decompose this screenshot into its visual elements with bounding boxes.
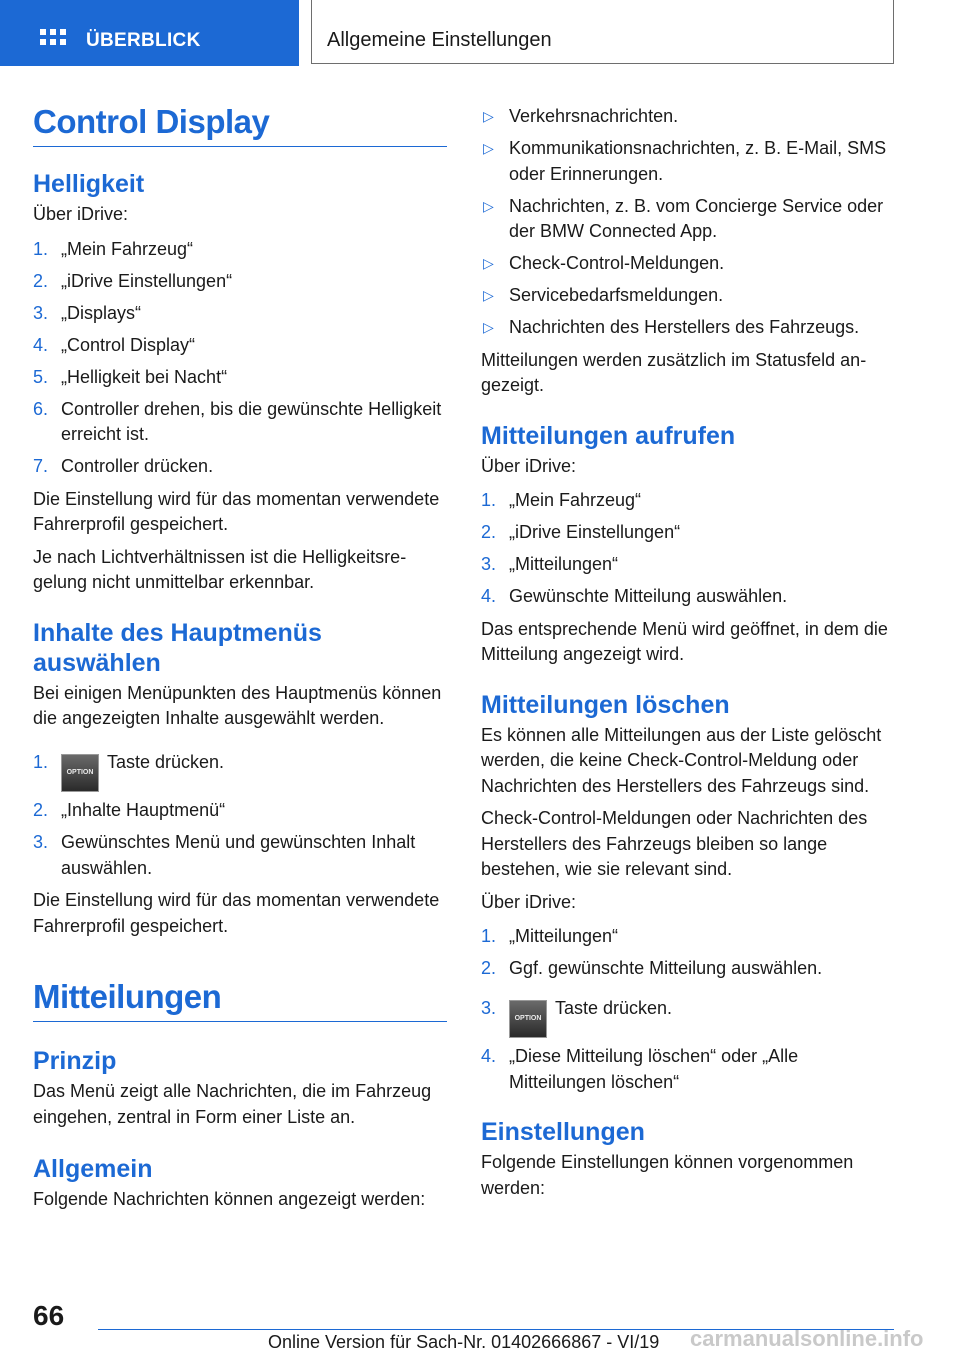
step-number: 4.: [481, 1046, 497, 1066]
list-item: [33, 750, 447, 792]
heading-mitteilungen-loeschen: Mitteilungen löschen: [481, 690, 730, 719]
inhalte-steps: [33, 750, 447, 882]
step-number: 2.: [33, 270, 49, 291]
paragraph-statusfeld: Mitteilungen werden zusätzlich im Statusfeld angezeigt.: [481, 349, 867, 395]
step-number: 4.: [481, 586, 497, 606]
paragraph-check-control: Check-Control-Meldungen oder Nachrichten des Herstellers des Fahrzeugs bleiben so lange bestehen, wie sie relevant sind.: [481, 808, 868, 879]
step-number: 6.: [33, 398, 49, 419]
helligkeit-steps: [33, 237, 447, 480]
list-item: [481, 315, 895, 341]
nachrichten-list: [481, 104, 895, 341]
step-number: 2.: [33, 800, 49, 820]
bullet-text: Nachrichten des Herstellers des Fahrzeugs.: [509, 317, 860, 337]
list-item: [481, 251, 895, 277]
paragraph-menue: Das entsprechende Menü wird geöffnet, in dem die Mitteilung angezeigt wird.: [481, 618, 888, 664]
heading-mitteilungen-aufrufen: Mitteilungen aufrufen: [481, 421, 736, 450]
bullet-text: Nachrichten, z. B. vom Concierge Service oder der BMW Connected App.: [509, 195, 884, 241]
triangle-bullet-icon: ▷: [483, 197, 494, 214]
paragraph-ueber-idrive: Über iDrive:: [481, 455, 577, 476]
step-text: „Mitteilungen“: [509, 926, 619, 946]
step-text: „iDrive Einstellungen“: [509, 522, 681, 542]
list-item: [481, 584, 895, 610]
step-text: „Inhalte Hauptmenü“: [61, 800, 226, 820]
bullet-text: Check-Control-Meldungen.: [509, 253, 725, 273]
paragraph-loeschen: Es können alle Mitteilungen aus der Liste gelöscht werden, die keine Check-Control-Meldung oder Nachrichten des Herstellers des Fahrzeugs sind.: [481, 724, 882, 796]
list-item: [481, 520, 895, 546]
step-text: „Mein Fahrzeug“: [509, 490, 642, 510]
overview-tab[interactable]: [0, 0, 299, 66]
list-item: [481, 552, 895, 578]
paragraph-allgemein: Folgende Nachrichten können angezeigt werden:: [33, 1189, 426, 1209]
step-number: 4.: [33, 334, 49, 355]
page-header: [0, 0, 960, 66]
paragraph-prinzip: Das Menü zeigt alle Nachrichten, die im Fahrzeug eingehen, zentral in Form einer Liste an.: [33, 1081, 432, 1127]
triangle-bullet-icon: ▷: [483, 108, 494, 124]
paragraph-einstellung: Die Einstellung wird für das momentan verwendete Fahrerprofil gespeichert.: [33, 890, 440, 936]
page-number: 66: [33, 1300, 65, 1331]
paragraph-lichtverhaeltnisse: Je nach Lichtverhältnissen ist die Helligkeitsregelung nicht unmittelbar erkennbar.: [33, 546, 407, 592]
step-number: 1.: [481, 490, 497, 510]
bullet-text: Verkehrsnachrichten.: [509, 106, 679, 126]
paragraph-einstellungen: Folgende Einstellungen können vorgenommen werden:: [481, 1152, 854, 1198]
list-item: [33, 454, 447, 480]
grid-icon: [40, 29, 66, 55]
step-text: Gewünschtes Menü und gewünschten Inhalt auswählen.: [61, 832, 416, 878]
step-number: 3.: [33, 302, 49, 323]
step-text: Controller drehen, bis die gewünschte Helligkeit erreicht ist.: [61, 398, 442, 444]
list-item: [481, 194, 895, 245]
loeschen-steps: [481, 924, 895, 1095]
list-item: [33, 365, 447, 391]
list-item: [481, 104, 895, 130]
step-text: „Control Display“: [61, 334, 196, 355]
list-item: [481, 1044, 895, 1095]
aufrufen-steps: [481, 488, 895, 610]
list-item: [481, 488, 895, 514]
step-text: Taste drücken.: [555, 997, 673, 1018]
heading-inhalte-hauptmenue: Inhalte des Hauptmenüs auswählen: [33, 618, 322, 677]
watermark: carmanualsonline.info: [690, 1326, 924, 1351]
section-title-box: [311, 0, 894, 64]
step-number: 1.: [33, 238, 49, 259]
list-item: [481, 956, 895, 982]
list-item: [33, 237, 447, 263]
step-number: 5.: [33, 366, 49, 387]
bullet-text: Servicebedarfsmeldungen.: [509, 285, 724, 305]
section-title: Allgemeine Einstellungen: [327, 29, 552, 51]
step-number: 7.: [33, 456, 49, 476]
step-text: Taste drücken.: [107, 751, 225, 772]
list-item: [481, 924, 895, 950]
step-number: 3.: [481, 554, 497, 574]
step-text: „Displays“: [61, 302, 142, 323]
step-text: „iDrive Einstellungen“: [61, 270, 233, 291]
list-item: [33, 798, 447, 824]
heading-prinzip: Prinzip: [33, 1047, 117, 1075]
step-number: 1.: [33, 751, 49, 772]
step-number: 2.: [481, 958, 497, 978]
list-item: [481, 136, 895, 187]
overview-tab-label: ÜBERBLICK: [86, 30, 201, 51]
list-item: [33, 269, 447, 295]
list-item: [481, 283, 895, 309]
step-text: „Mitteilungen“: [509, 554, 619, 574]
step-number: 3.: [481, 997, 497, 1018]
paragraph-einstellung: Die Einstellung wird für das momentan verwendete Fahrerprofil gespeichert.: [33, 488, 440, 534]
step-text: „Helligkeit bei Nacht“: [61, 366, 228, 387]
option-button-icon: OPTION: [61, 754, 99, 792]
option-button-icon: OPTION: [509, 1000, 547, 1038]
right-column: [481, 104, 895, 1201]
heading-allgemein: Allgemein: [33, 1155, 153, 1183]
triangle-bullet-icon: ▷: [483, 287, 494, 303]
bullet-text: Kommunikationsnachrichten, z. B. E-Mail, SMS oder Erinnerungen.: [509, 138, 887, 184]
list-item: [33, 301, 447, 327]
step-text: Ggf. gewünschte Mitteilung auswählen.: [509, 958, 823, 978]
step-number: 3.: [33, 832, 49, 852]
heading-einstellungen: Einstellungen: [481, 1118, 645, 1146]
triangle-bullet-icon: ▷: [483, 140, 494, 156]
list-item: [33, 830, 447, 881]
left-column: [33, 100, 447, 1213]
triangle-bullet-icon: ▷: [483, 255, 494, 271]
paragraph-ueber-idrive: Über iDrive:: [481, 891, 577, 912]
step-text: Gewünschte Mitteilung auswählen.: [509, 586, 788, 606]
step-number: 2.: [481, 522, 497, 542]
heading-mitteilungen: Mitteilungen: [33, 975, 447, 1022]
step-number: 1.: [481, 926, 497, 946]
heading-control-display: Control Display: [33, 100, 447, 147]
footer-text: Online Version für Sach-Nr. 01402666867 - VI/19: [268, 1332, 660, 1352]
step-text: Controller drücken.: [61, 456, 214, 476]
step-text: „Diese Mitteilung löschen“ oder „Alle Mitteilungen löschen“: [509, 1046, 799, 1092]
paragraph-inhalte: Bei einigen Menüpunkten des Hauptmenüs können die angezeigten Inhalte ausgewählt werden.: [33, 682, 442, 728]
step-text: „Mein Fahrzeug“: [61, 238, 194, 259]
list-item: [481, 996, 895, 1038]
heading-helligkeit: Helligkeit: [33, 170, 145, 198]
list-item: [33, 397, 447, 448]
paragraph-ueber-idrive: Über iDrive:: [33, 204, 129, 224]
list-item: [33, 333, 447, 359]
triangle-bullet-icon: ▷: [483, 319, 494, 335]
